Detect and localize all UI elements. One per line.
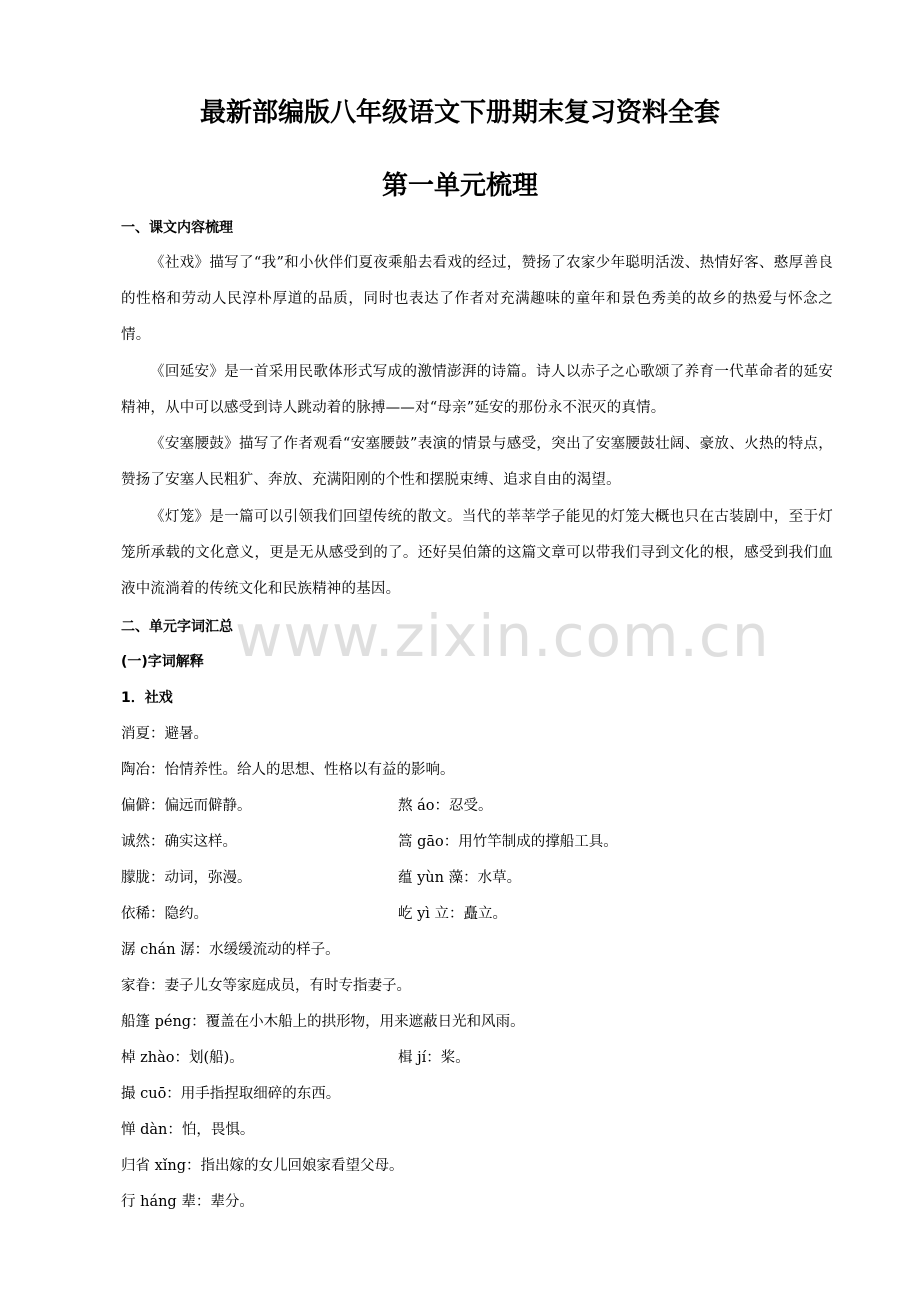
paragraph-denglong: 《灯笼》是一篇可以引领我们回望传统的散文。当代的莘莘学子能见的灯笼大概也只在古装剧中，至于灯笼所承载的文化意义，更是无从感受到的了。还好吴伯箫的这篇文章可以带我们寻到文化的根，感受到我们血液中流淌着的传统文化和民族精神的基因。 xyxy=(121,509,833,597)
lesson-heading-she-xi: 1．社戏 xyxy=(121,690,173,706)
vocab-entry: 屹 yì 立：矗立。 xyxy=(398,906,508,922)
vocab-entry: 依稀：隐约。 xyxy=(121,906,208,922)
watermark: www.zixin.com.cn xyxy=(235,602,770,670)
vocab-entry: 棹 zhào：划(船)。 xyxy=(121,1050,244,1066)
vocab-entry: 船篷 péng：覆盖在小木船上的拱形物，用来遮蔽日光和风雨。 xyxy=(121,1014,525,1030)
paragraph-ansai-yaogu: 《安塞腰鼓》描写了作者观看“安塞腰鼓”表演的情景与感受，突出了安塞腰鼓壮阔、豪放、火热的特点，赞扬了安塞人民粗犷、奔放、充满阳刚的个性和摆脱束缚、追求自由的渴望。 xyxy=(121,436,833,488)
vocab-entry: 篙 gāo：用竹竿制成的撑船工具。 xyxy=(398,834,618,850)
vocab-entry: 蕴 yùn 藻：水草。 xyxy=(398,870,522,886)
vocab-entry: 熬 áo：忍受。 xyxy=(398,798,493,814)
vocab-entry: 消夏：避暑。 xyxy=(121,726,208,742)
vocab-entry: 家眷：妻子儿女等家庭成员，有时专指妻子。 xyxy=(121,978,411,994)
vocab-entry: 陶冶：怡情养性。给人的思想、性格以有益的影响。 xyxy=(121,762,455,778)
vocab-entry: 行 háng 辈：辈分。 xyxy=(121,1194,254,1210)
vocab-entry: 归省 xǐng：指出嫁的女儿回娘家看望父母。 xyxy=(121,1158,404,1174)
section-heading-content-review: 一、课文内容梳理 xyxy=(121,220,233,236)
section-heading-vocabulary: 二、单元字词汇总 xyxy=(121,619,233,635)
vocab-entry: 惮 dàn：怕，畏惧。 xyxy=(121,1122,255,1138)
vocab-entry: 诚然：确实这样。 xyxy=(121,834,237,850)
vocab-entry: 撮 cuō：用手指捏取细碎的东西。 xyxy=(121,1086,341,1102)
vocab-entry: 朦胧：动词，弥漫。 xyxy=(121,870,252,886)
subheading-word-explanation: (一)字词解释 xyxy=(121,654,204,670)
paragraph-hui-yanan: 《回延安》是一首采用民歌体形式写成的激情澎湃的诗篇。诗人以赤子之心歌颂了养育一代革命者的延安精神，从中可以感受到诗人跳动着的脉搏——对“母亲”延安的那份永不泯灭的真情。 xyxy=(121,364,833,416)
vocab-entry: 偏僻：偏远而僻静。 xyxy=(121,798,252,814)
unit-title: 第一单元梳理 xyxy=(381,171,538,201)
document-title: 最新部编版八年级语文下册期末复习资料全套 xyxy=(199,98,720,128)
vocab-entry: 潺 chán 潺：水缓缓流动的样子。 xyxy=(121,942,340,958)
paragraph-she-xi: 《社戏》描写了“我”和小伙伴们夏夜乘船去看戏的经过，赞扬了农家少年聪明活泼、热情好客、憨厚善良的性格和劳动人民淳朴厚道的品质，同时也表达了作者对充满趣味的童年和景色秀美的故乡的热爱与怀念之情。 xyxy=(121,255,833,343)
vocab-entry: 楫 jí：桨。 xyxy=(398,1050,470,1066)
